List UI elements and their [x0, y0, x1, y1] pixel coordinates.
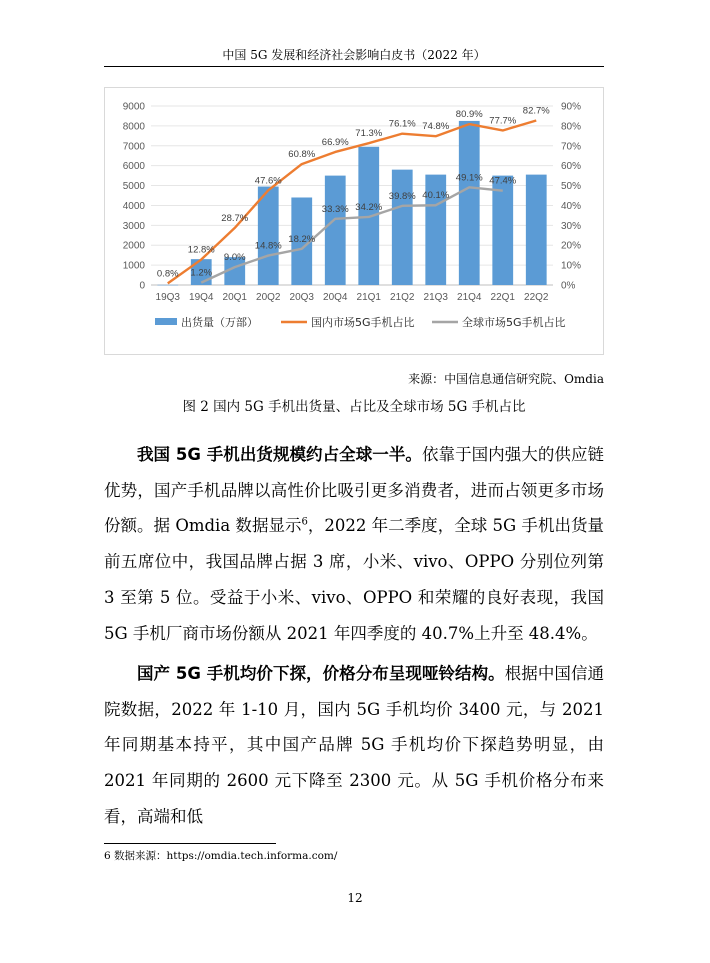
bar: [459, 121, 480, 285]
bar: [526, 175, 547, 285]
domestic-share-label: 60.8%: [288, 149, 316, 161]
header-rule: [104, 66, 604, 67]
left-tick-label: 8000: [122, 121, 145, 133]
right-tick-label: 40%: [561, 200, 582, 212]
legend-item-shipments: 出货量（万部）: [181, 316, 258, 329]
figure-source: 来源：中国信息通信研究院、Omdia: [408, 372, 604, 386]
domestic-share-label: 47.6%: [254, 175, 282, 187]
right-tick-label: 90%: [561, 101, 582, 113]
global-share-label: 34.2%: [355, 201, 383, 213]
bar: [325, 176, 346, 285]
right-tick-label: 50%: [561, 181, 582, 193]
right-tick-label: 0%: [561, 280, 576, 292]
bar: [492, 176, 513, 285]
x-tick-label: 20Q3: [289, 292, 314, 303]
x-tick-label: 21Q3: [423, 292, 448, 303]
x-tick-label: 19Q4: [189, 292, 214, 303]
left-tick-label: 2000: [122, 240, 145, 252]
paragraph-1-lead: 我国 5G 手机出货规模约占全球一半。: [137, 445, 422, 464]
domestic-share-label: 80.9%: [455, 109, 483, 121]
x-tick-label: 19Q3: [155, 292, 180, 303]
paragraph-1-text-b: ，2022 年二季度，全球 5G 手机出货量前五席位中，我国品牌占据 3 席，小米、vivo、OPPO 分别位列第 3 至第 5 位。受益于小米、vivo、OPPO 和荣耀的良好表现，我国 5G 手机厂商市场份额从 2021 年四季度的 40.7%上升至 48.4%。: [104, 516, 604, 643]
global-share-label: 47.4%: [489, 175, 517, 187]
left-tick-label: 3000: [122, 220, 145, 232]
x-tick-label: 20Q2: [256, 292, 281, 303]
right-tick-label: 20%: [561, 240, 582, 252]
global-share-label: 49.1%: [455, 172, 483, 184]
left-tick-label: 1000: [122, 260, 145, 272]
shipments-chart: [105, 88, 605, 356]
footnote: 6 数据来源：https://omdia.tech.informa.com/: [104, 850, 338, 862]
legend-item-global-share: 全球市场5G手机占比: [462, 316, 566, 329]
domestic-share-label: 66.9%: [321, 136, 349, 148]
legend-swatch: [155, 318, 177, 325]
right-tick-label: 30%: [561, 220, 582, 232]
left-tick-label: 0: [139, 280, 145, 292]
x-tick-label: 21Q2: [390, 292, 415, 303]
paragraph-2-lead: 国产 5G 手机均价下探，价格分布呈现哑铃结构。: [137, 664, 505, 683]
footnote-rule: [104, 843, 276, 844]
left-tick-label: 6000: [122, 161, 145, 173]
paragraph-2-text: 根据中国信通院数据，2022 年 1-10 月，国内 5G 手机均价 3400 元，与 2021 年同期基本持平，其中国产品牌 5G 手机均价下探趋势明显，由 2021 年同期的 2600 元下降至 2300 元。从 5G 手机价格分布来看，高端和低: [104, 664, 605, 826]
domestic-share-label: 0.8%: [156, 268, 179, 280]
right-tick-label: 60%: [561, 161, 582, 173]
figure-caption: 图 2 国内 5G 手机出货量、占比及全球市场 5G 手机占比: [182, 399, 526, 415]
x-tick-label: 21Q4: [457, 292, 482, 303]
chart-container: [104, 87, 604, 355]
right-tick-label: 80%: [561, 121, 582, 133]
domestic-share-label: 76.1%: [388, 118, 416, 130]
legend-item-domestic-share: 国内市场5G手机占比: [311, 316, 415, 329]
paragraph-1-text-a: 依靠于国内强大的供应链优势，国产手机品牌以高性价比吸引更多消费者，进而占领更多市场份额。据 Omdia 数据显示: [104, 445, 605, 536]
paragraph-1: [104, 437, 604, 651]
right-tick-label: 10%: [561, 260, 582, 272]
global-share-label: 14.8%: [254, 240, 282, 252]
domestic-share-label: 12.8%: [187, 244, 215, 256]
paragraph-2: [104, 656, 604, 835]
bar: [392, 170, 413, 285]
x-tick-label: 21Q1: [356, 292, 381, 303]
global-share-label: 39.8%: [388, 190, 416, 202]
domestic-share-label: 82.7%: [522, 105, 550, 117]
left-tick-label: 7000: [122, 141, 145, 153]
left-tick-label: 4000: [122, 200, 145, 212]
domestic-share-label: 77.7%: [489, 115, 517, 127]
global-share-label: 9.0%: [223, 252, 246, 264]
x-tick-label: 22Q1: [490, 292, 515, 303]
x-tick-label: 20Q4: [323, 292, 348, 303]
x-tick-label: 20Q1: [222, 292, 247, 303]
global-share-label: 18.2%: [288, 233, 316, 245]
global-share-line: [201, 187, 503, 282]
left-tick-label: 5000: [122, 181, 145, 193]
global-share-label: 40.1%: [422, 190, 450, 202]
x-tick-label: 22Q2: [524, 292, 549, 303]
running-header: 中国 5G 发展和经济社会影响白皮书（2022 年）: [222, 48, 486, 62]
left-tick-label: 9000: [122, 101, 145, 113]
footnote-ref[interactable]: 6: [301, 516, 308, 528]
page-number: 12: [347, 891, 363, 905]
domestic-share-label: 74.8%: [422, 121, 450, 133]
bar: [157, 285, 178, 286]
domestic-share-label: 28.7%: [221, 212, 249, 224]
global-share-label: 1.2%: [190, 267, 213, 279]
right-tick-label: 70%: [561, 141, 582, 153]
domestic-share-label: 71.3%: [355, 128, 383, 140]
global-share-label: 33.3%: [321, 203, 349, 215]
bar: [258, 187, 279, 285]
